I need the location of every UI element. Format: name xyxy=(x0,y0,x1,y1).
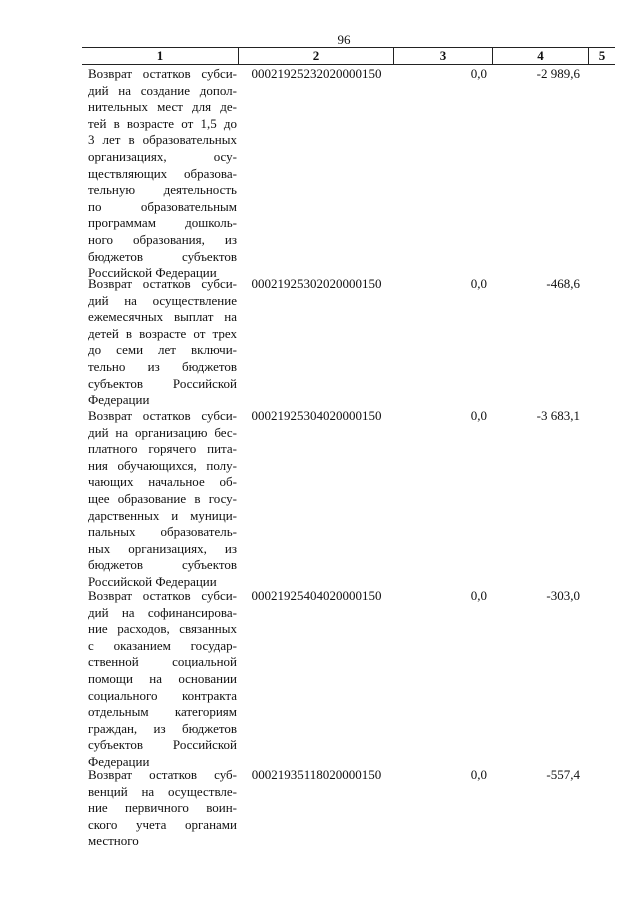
description-line: тельную деятельность xyxy=(88,182,237,198)
description-line: бюджетов субъектов xyxy=(88,248,237,264)
description-line: дий на организацию бес- xyxy=(88,424,237,440)
description-line: ществляющих образова- xyxy=(88,165,237,181)
description-line: Возврат остатков субси- xyxy=(88,66,237,81)
description-line: дий на создание допол- xyxy=(88,82,237,98)
row-description xyxy=(82,767,237,850)
description-line: венций на осуществле- xyxy=(88,783,237,799)
row-col4-value: -2 989,6 xyxy=(536,66,580,81)
description-line: ского учета органами xyxy=(88,816,237,832)
description-line: субъектов Российской xyxy=(88,737,237,753)
description-line: бюджетов субъектов xyxy=(88,557,237,573)
table-header xyxy=(82,47,615,65)
row-description xyxy=(82,66,237,282)
header-col-3: 3 xyxy=(393,48,492,64)
description-line: местного xyxy=(88,833,139,849)
description-line: тельно из бюджетов xyxy=(88,358,237,374)
description-line: ственной социальной xyxy=(88,654,237,670)
row-col3-value: 0,0 xyxy=(470,767,487,782)
description-line: организациях, осу- xyxy=(88,148,237,164)
row-col3-value: 0,0 xyxy=(470,408,487,423)
row-col3-value: 0,0 xyxy=(470,66,487,81)
description-line: ных организациях, из xyxy=(88,540,237,556)
description-line: по образовательным xyxy=(88,198,237,214)
description-line: пальных образователь- xyxy=(88,524,237,540)
description-line: граждан, из бюджетов xyxy=(88,720,237,736)
description-line: щее образование в госу- xyxy=(88,490,237,506)
description-line: Возврат остатков субси- xyxy=(88,276,237,291)
description-line: ние расходов, связанных xyxy=(88,621,237,637)
description-line: отдельным категориям xyxy=(88,704,237,720)
description-line: Федерации xyxy=(88,753,150,769)
description-line: ежемесячных выплат на xyxy=(88,309,237,325)
description-line: ние первичного воин- xyxy=(88,800,237,816)
description-line: платного горячего пита- xyxy=(88,441,237,457)
row-description xyxy=(82,408,237,591)
description-line: Возврат остатков субси- xyxy=(88,408,237,423)
description-line: помощи на основании xyxy=(88,670,237,686)
header-col-4: 4 xyxy=(492,48,588,64)
row-col3-value: 0,0 xyxy=(470,588,487,603)
description-line: дий на софинансирова- xyxy=(88,604,237,620)
table-row xyxy=(82,66,615,282)
description-line: чающих начальное об- xyxy=(88,474,237,490)
description-line: дий на осуществление xyxy=(88,292,237,308)
description-line: тей в возрасте от 1,5 до xyxy=(88,115,237,131)
table-row xyxy=(82,767,615,850)
description-line: программам дошколь- xyxy=(88,215,237,231)
description-line: Российской Федерации xyxy=(88,573,217,589)
row-description xyxy=(82,276,237,409)
description-line: ния обучающихся, полу- xyxy=(88,457,237,473)
header-col-2: 2 xyxy=(238,48,393,64)
description-line: субъектов Российской xyxy=(88,375,237,391)
row-col4-value: -303,0 xyxy=(546,588,580,603)
row-code: 00021925232020000150 xyxy=(251,66,382,81)
description-line: с оказанием государ- xyxy=(88,637,237,653)
description-line: Российской Федерации xyxy=(88,265,217,281)
row-code: 00021925302020000150 xyxy=(251,276,382,291)
description-line: детей в возрасте от трех xyxy=(88,325,237,341)
header-col-1: 1 xyxy=(156,48,164,63)
table-row xyxy=(82,588,615,771)
description-line: Возврат остатков субси- xyxy=(88,588,237,603)
description-line: 3 лет в образовательных xyxy=(88,132,237,148)
row-description xyxy=(82,588,237,771)
description-line: Возврат остатков суб- xyxy=(88,767,237,782)
row-col4-value: -3 683,1 xyxy=(536,408,580,423)
table-row xyxy=(82,276,615,409)
row-code: 00021925404020000150 xyxy=(251,588,382,603)
budget-table xyxy=(82,47,615,65)
row-code: 00021925304020000150 xyxy=(251,408,382,423)
description-line: нительных мест для де- xyxy=(88,99,237,115)
description-line: ного образования, из xyxy=(88,231,237,247)
row-col4-value: -468,6 xyxy=(546,276,580,291)
description-line: дарственных и муници- xyxy=(88,507,237,523)
description-line: Федерации xyxy=(88,392,150,408)
header-col-5: 5 xyxy=(588,48,615,64)
description-line: до семи лет включи- xyxy=(88,342,237,358)
row-col3-value: 0,0 xyxy=(470,276,487,291)
description-line: социального контракта xyxy=(88,687,237,703)
row-code: 00021935118020000150 xyxy=(251,767,382,782)
row-col4-value: -557,4 xyxy=(546,767,580,782)
page-number: 96 xyxy=(337,32,351,47)
table-row xyxy=(82,408,615,591)
